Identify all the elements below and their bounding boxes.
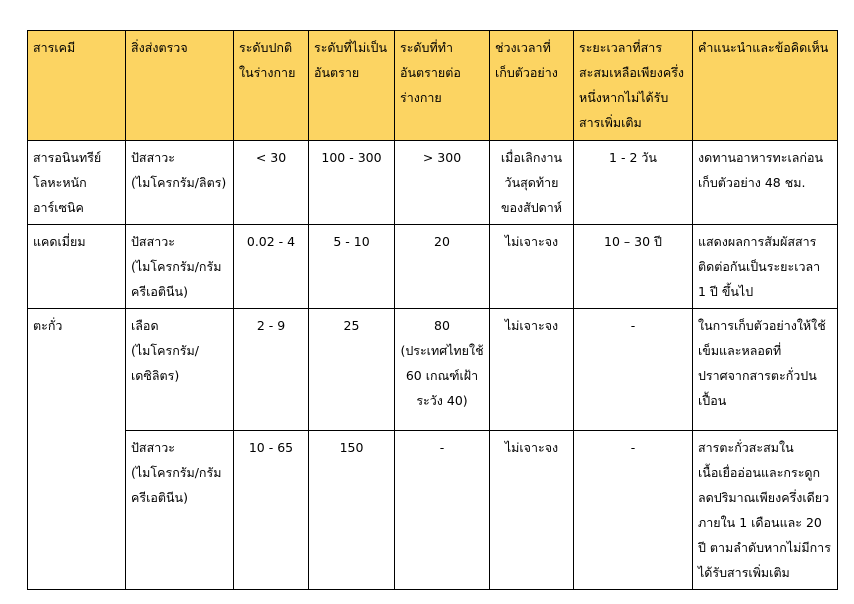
cell-specimen: ปัสสาวะ (ไมโครกรัม/กรัม ครีเอตินีน) [126, 431, 234, 590]
cell-half-life: - [574, 431, 693, 590]
cell-harmful: 20 [395, 225, 490, 309]
cell-safe: 5 - 10 [309, 225, 395, 309]
cell-harmful: 80 (ประเทศไทยใช้ 60 เกณฑ์เฝ้าระวัง 40) [395, 309, 490, 431]
header-chemical: สารเคมี [28, 31, 126, 141]
cell-advice: แสดงผลการสัมผัสสารติดต่อกันเป็นระยะเวลา 1 ปี ขึ้นไป [693, 225, 838, 309]
cell-timing: เมื่อเลิกงานวันสุดท้ายของสัปดาห์ [490, 141, 574, 225]
cell-timing: ไม่เจาะจง [490, 431, 574, 590]
cell-specimen: ปัสสาวะ (ไมโครกรัม/กรัม ครีเอตินีน) [126, 225, 234, 309]
cell-chemical: สารอนินทรีย์โลหะหนักอาร์เซนิค [28, 141, 126, 225]
cell-chemical: ตะกั่ว [28, 309, 126, 590]
cell-half-life: - [574, 309, 693, 431]
cell-specimen: เลือด (ไมโครกรัม/เดซิลิตร) [126, 309, 234, 431]
table-row [28, 309, 838, 431]
header-row [28, 31, 838, 141]
header-harmful-level: ระดับที่ทำอันตรายต่อร่างกาย [395, 31, 490, 141]
cell-normal: 2 - 9 [234, 309, 309, 431]
cell-advice: ในการเก็บตัวอย่างให้ใช้เข็มและหลอดที่ปราศจากสารตะกั่วปนเปื้อน [693, 309, 838, 431]
cell-harmful: > 300 [395, 141, 490, 225]
header-safe-level: ระดับที่ไม่เป็นอันตราย [309, 31, 395, 141]
table-row [28, 141, 838, 225]
chemical-exposure-table [27, 30, 838, 590]
cell-timing: ไม่เจาะจง [490, 225, 574, 309]
table-row [28, 225, 838, 309]
header-half-life: ระยะเวลาที่สารสะสมเหลือเพียงครึ่งหนึ่งหากไม่ได้รับสารเพิ่มเติม [574, 31, 693, 141]
cell-half-life: 10 – 30 ปี [574, 225, 693, 309]
cell-safe: 100 - 300 [309, 141, 395, 225]
cell-safe: 150 [309, 431, 395, 590]
cell-half-life: 1 - 2 วัน [574, 141, 693, 225]
cell-advice: งดทานอาหารทะเลก่อนเก็บตัวอย่าง 48 ชม. [693, 141, 838, 225]
cell-harmful: - [395, 431, 490, 590]
cell-normal: < 30 [234, 141, 309, 225]
header-sampling-time: ช่วงเวลาที่เก็บตัวอย่าง [490, 31, 574, 141]
cell-normal: 10 - 65 [234, 431, 309, 590]
header-advice: คำแนะนำและข้อคิดเห็น [693, 31, 838, 141]
header-normal-level: ระดับปกติในร่างกาย [234, 31, 309, 141]
cell-advice: สารตะกั่วสะสมในเนื้อเยื่ออ่อนและกระดูกลดปริมาณเพียงครึ่งเดียวภายใน 1 เดือนและ 20 ปี ตามลำดับหากไม่มีการได้รับสารเพิ่มเติม [693, 431, 838, 590]
table-row [28, 431, 838, 590]
cell-safe: 25 [309, 309, 395, 431]
cell-chemical: แคดเมี่ยม [28, 225, 126, 309]
cell-normal: 0.02 - 4 [234, 225, 309, 309]
cell-timing: ไม่เจาะจง [490, 309, 574, 431]
cell-specimen: ปัสสาวะ (ไมโครกรัม/ลิตร) [126, 141, 234, 225]
header-specimen: สิ่งส่งตรวจ [126, 31, 234, 141]
